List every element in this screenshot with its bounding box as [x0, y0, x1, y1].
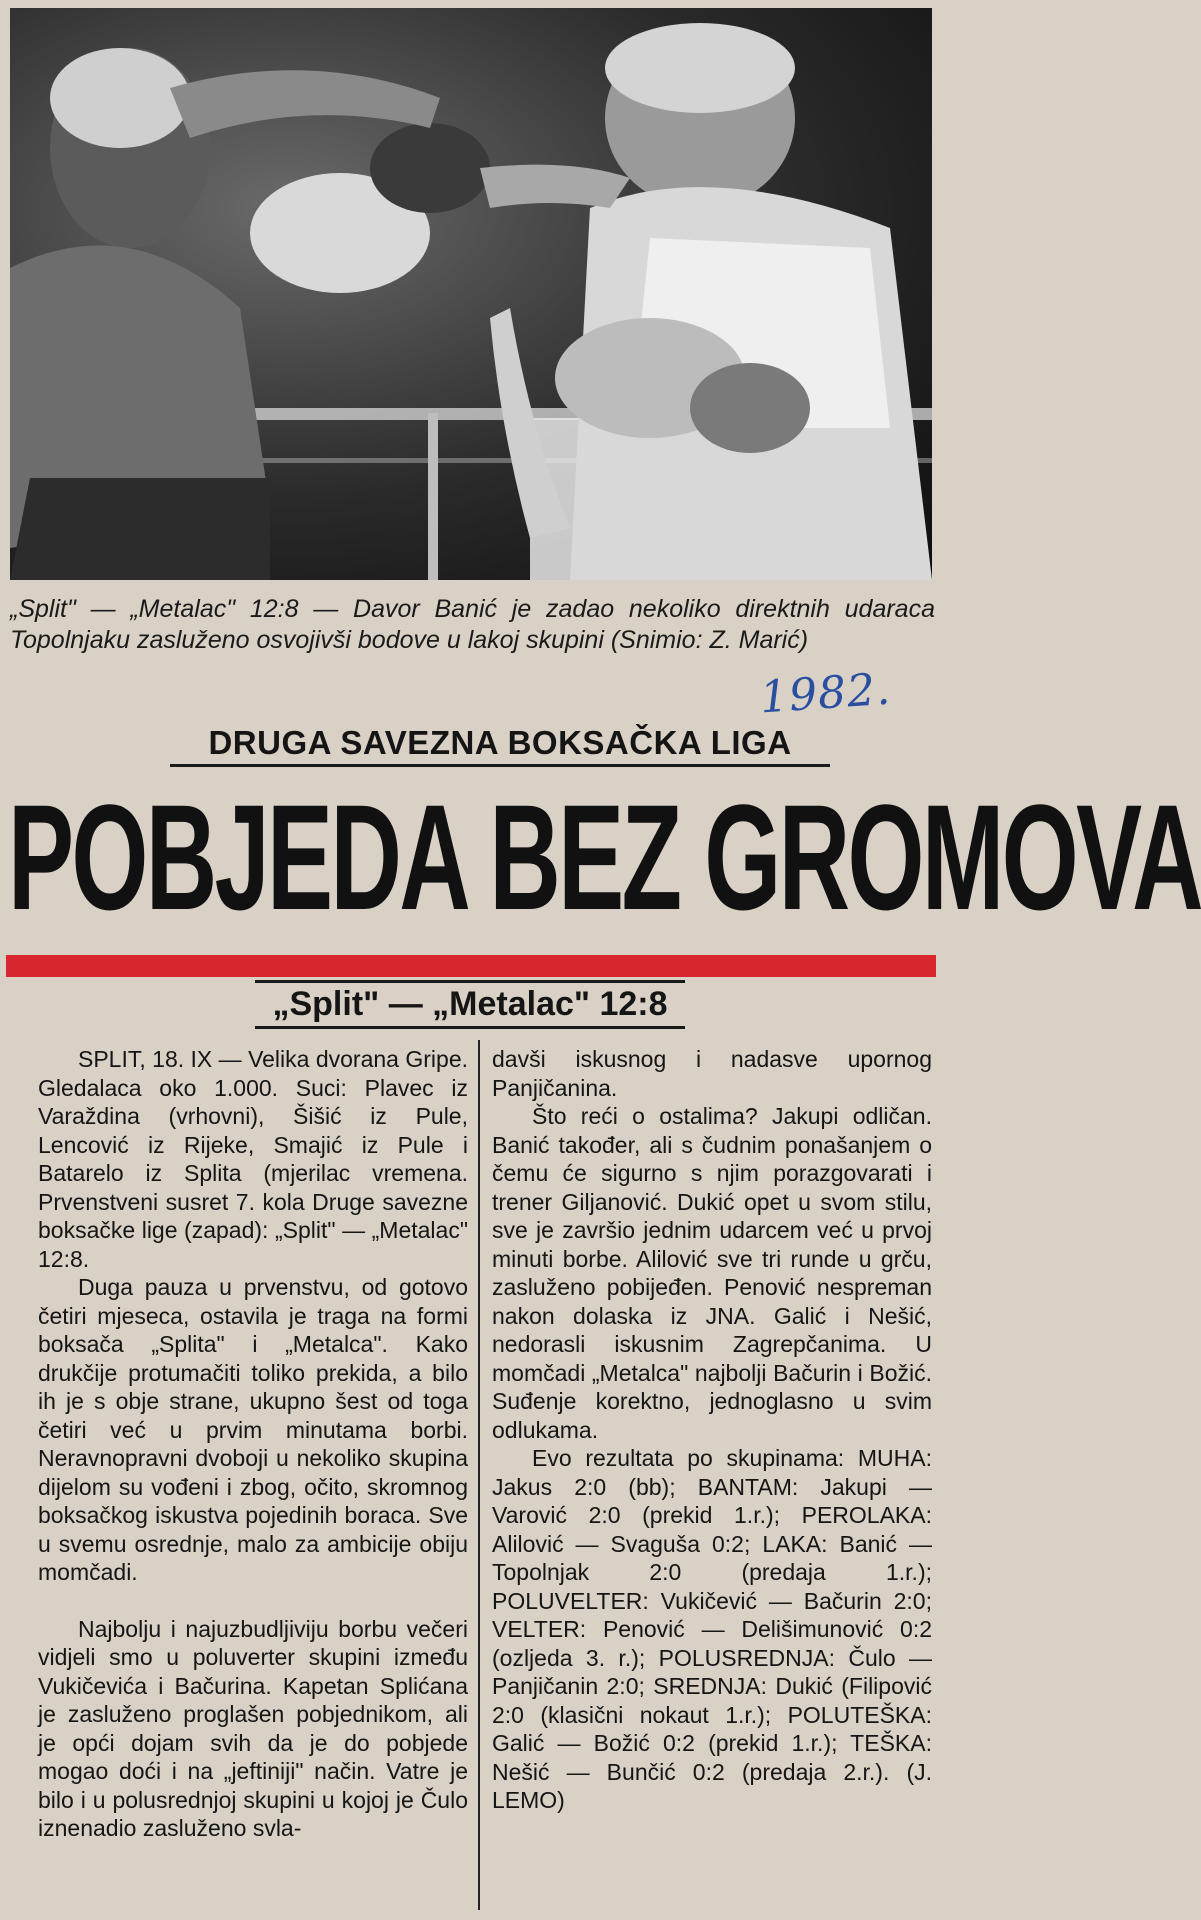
column-divider: [478, 1040, 480, 1910]
results-paragraph: Evo rezultata po skupinama: MUHA: Jakus 2:0 (bb); BANTAM: Jakupi — Varović 2:0 (prekid 1.r.); PEROLAKA: Alilović — Svaguša 0:2; LAKA: Banić — Topolnjak 2:0 (predaja 1.r.); POLUVELTER: Vukičević — Bačurin 2:0; VELTER: Penović — Delišimunović 0:2 (ozljeda 3. r.); POLUSREDNJA: Čulo — Panjičanin 2:0; SREDNJA: Dukić (Filipović 2:0 (klasični nokaut 1.r.); POLUTEŠKA: Galić — Božić 0:2 (prekid 1.r.); TEŠKA: Nešić — Bunčić 0:2 (predaja 2.r.). (J. LEMO): [492, 1445, 932, 1813]
article-paragraph: davši iskusnog i nadasve upornog Panjičanina.: [492, 1046, 932, 1101]
article-left-column: [38, 1045, 468, 1843]
section-kicker: DRUGA SAVEZNA BOKSAČKA LIGA: [170, 724, 830, 767]
photo-caption: „Split" — „Metalac" 12:8 — Davor Banić je zadao nekoliko direktnih udaraca Topolnjaku zasluženo osvojivši bodove u lakoj skupini (Snimio: Z. Marić): [10, 595, 935, 654]
article-paragraph: Duga pauza u prvenstvu, od gotovo četiri mjeseca, ostavila je traga na formi boksača „Splita" i „Metalca". Kako drukčije protumačiti toliko prekida, a bilo ih je s obje strane, ukupno šest od toga četiri već u prvim minutama borbi. Neravnopravni dvoboji u nekoliko skupina dijelom su vođeni i zbog, očito, skromnog boksačkog iskustva pojedinih boraca. Sve u svemu osrednje, malo za ambicije obiju momčadi.: [38, 1274, 468, 1585]
article-right-column: [492, 1045, 932, 1815]
article-paragraph: SPLIT, 18. IX — Velika dvorana Gripe. Gledalaca oko 1.000. Suci: Plavec iz Varaždina (vrhovni), Šišić iz Pule, Lencović iz Rijeke, Smajić iz Pule i Batarelo iz Splita (mjerilac vremena. Prvenstveni susret 7. kola Druge savezne boksačke lige (zapad): „Split" — „Metalac" 12:8.: [38, 1046, 468, 1272]
boxing-photo-illustration: [10, 8, 932, 580]
handwritten-year-note: 1982.: [758, 663, 893, 724]
red-divider-bar: [6, 955, 936, 977]
headline: POBJEDA BEZ GROMOVA: [8, 773, 1201, 941]
boxing-photo: [10, 8, 932, 580]
match-score-heading: „Split" — „Metalac" 12:8: [255, 980, 685, 1029]
article-paragraph: Najbolju i najuzbudljiviju borbu večeri vidjeli smo u poluverter skupini između Vukičevića i Bačurina. Kapetan Splićana je zasluženo proglašen pobjednikom, ali je opći dojam svih da je do pobjede mogao doći i na „jeftiniji" način. Vatre je bilo i u polusrednjoj skupini u kojoj je Čulo iznenadio zasluženo svla-: [38, 1615, 468, 1841]
article-paragraph: Što reći o ostalima? Jakupi odličan. Banić također, ali s čudnim ponašanjem o čemu će sigurno s njim porazgovarati i trener Giljanović. Dukić opet u svom stilu, sve je završio jednim udarcem već u prvoj minuti borbe. Alilović sve tri runde u grču, zasluženo pobijeđen. Penović nespreman nakon dolaska iz JNA. Galić i Nešić, nedorasli iskusnim Zagrepčanima. U momčadi „Metalca" najbolji Bačurin i Božić. Suđenje korektno, jednoglasno u svim odlukama.: [492, 1103, 932, 1443]
